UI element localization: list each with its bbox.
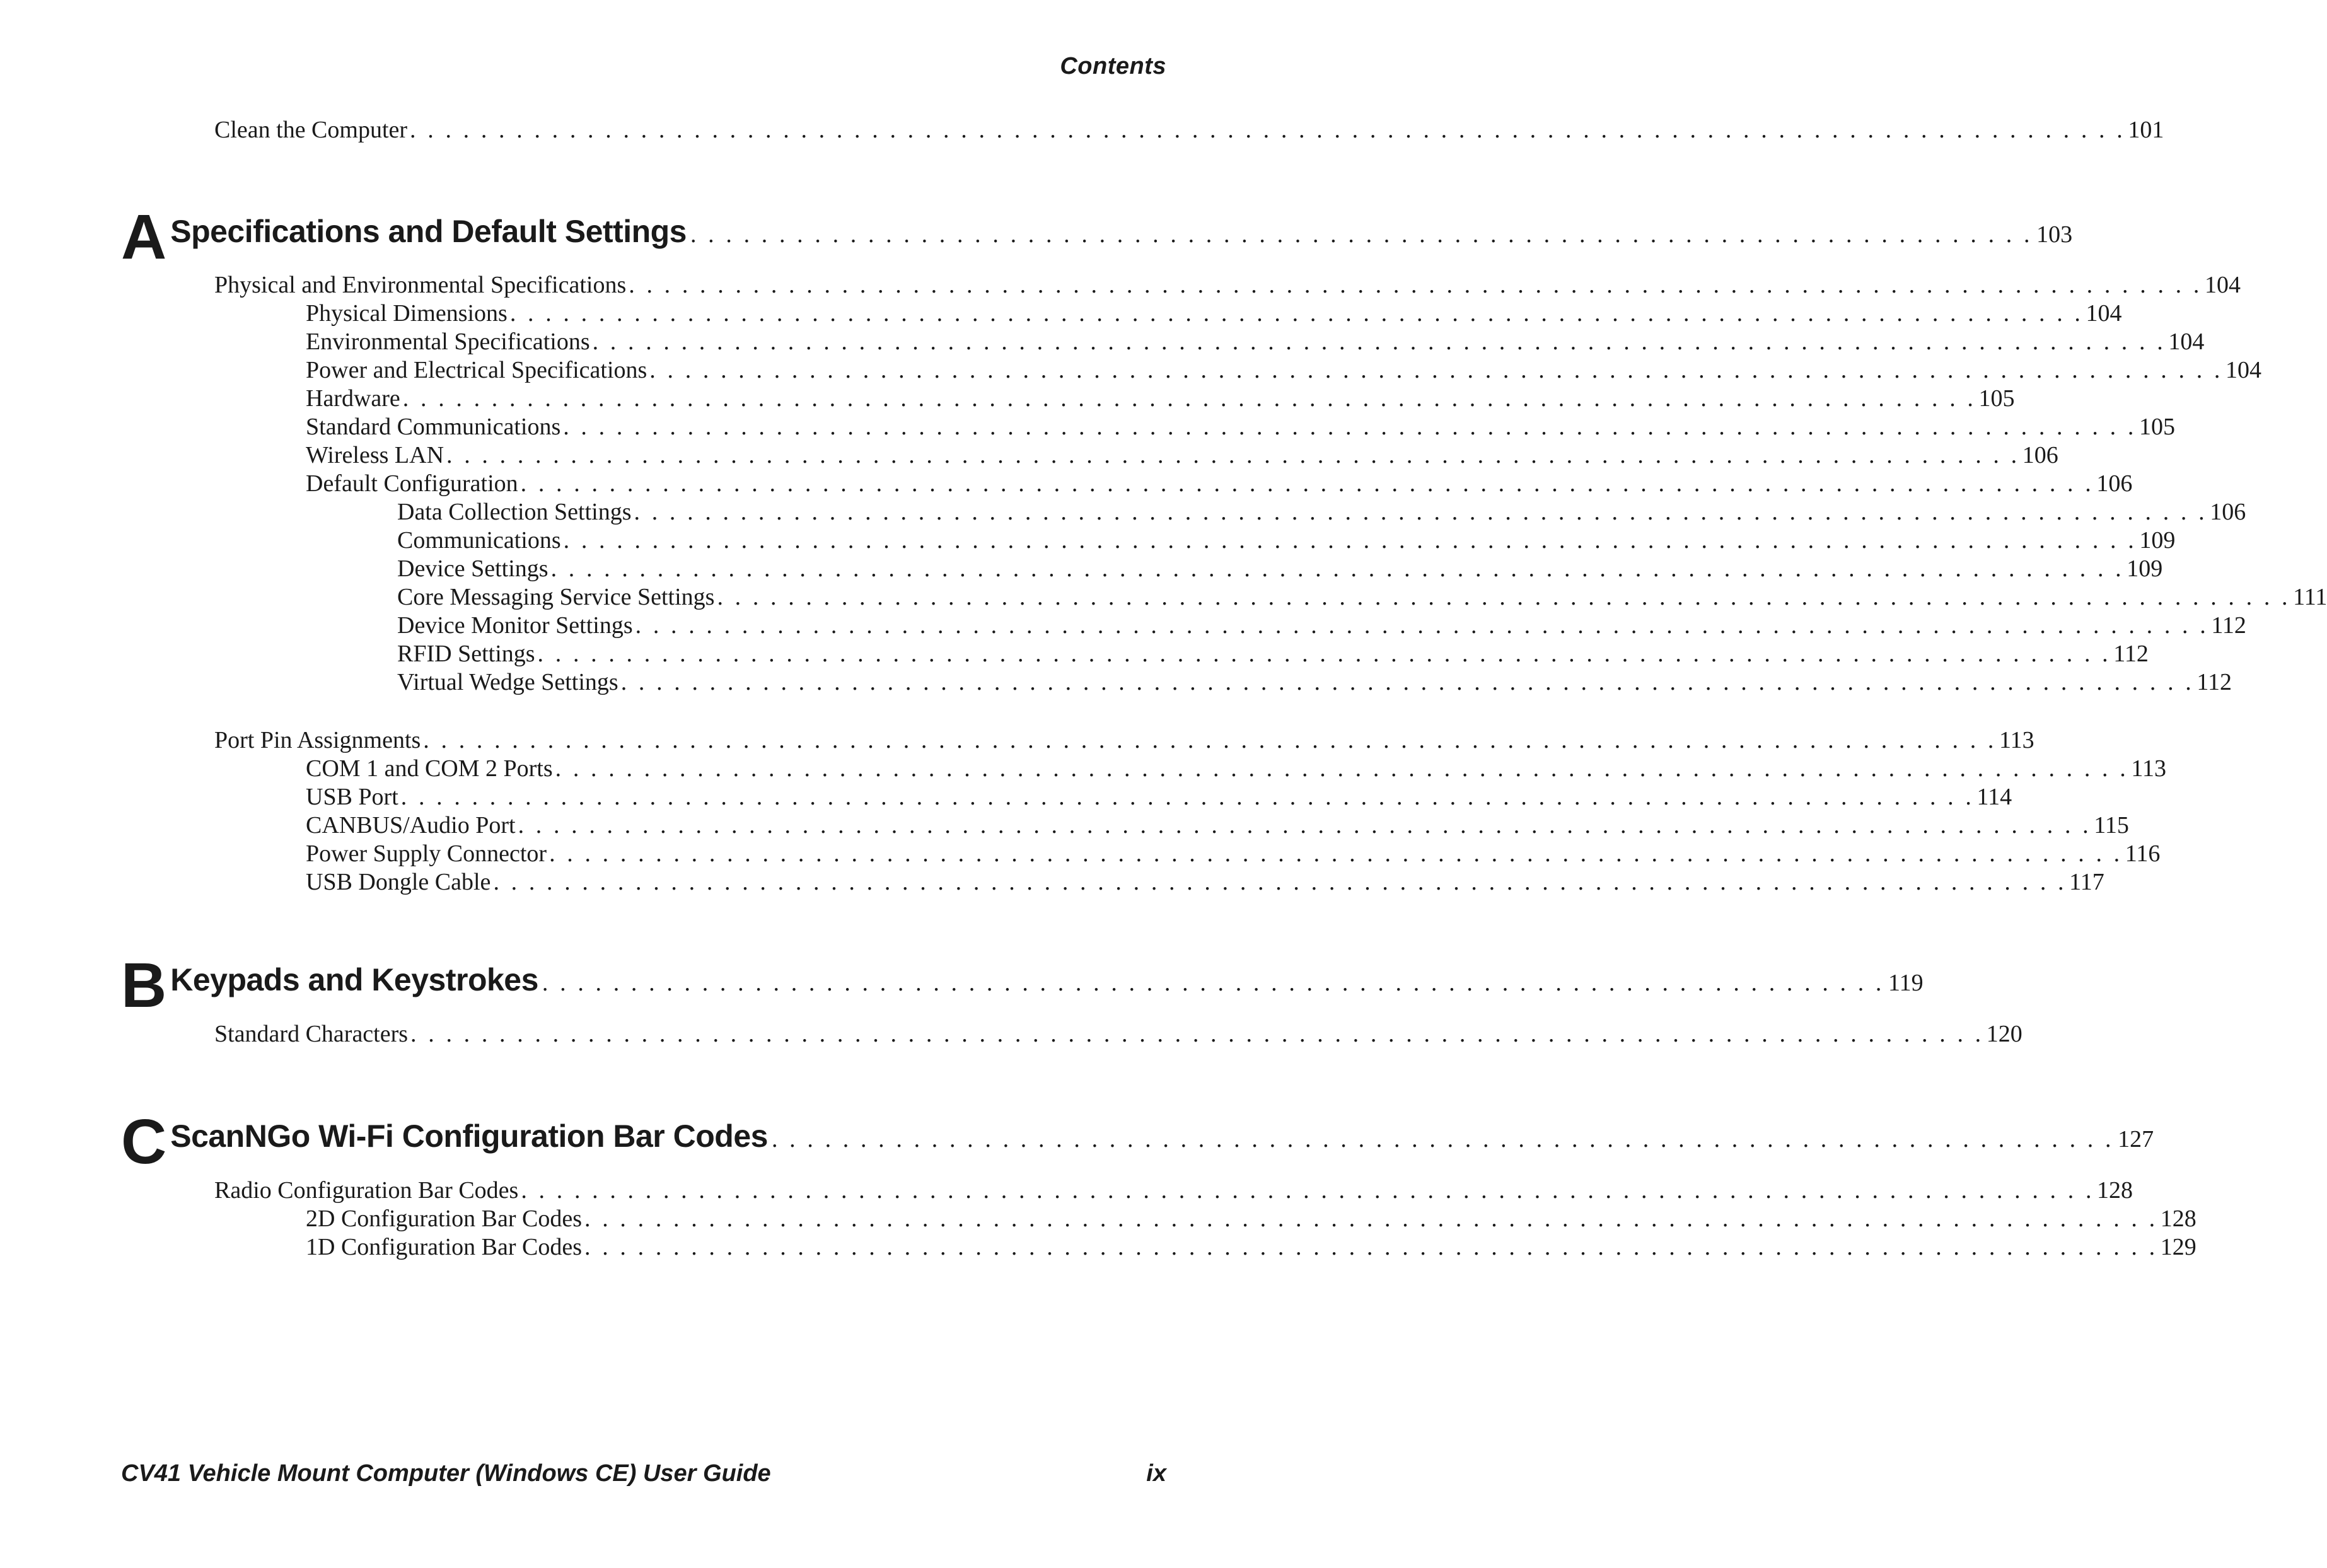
toc-entry[interactable] [306,328,2205,356]
toc-entry[interactable] [214,1176,2133,1204]
toc-entry-label: Default Configuration [306,470,518,497]
toc-entry-page: 112 [2211,612,2246,639]
dot-leader: . . . . . . . . . . . . . . . . . . . . . . . . . . . . . . . . . . . . . . . . . . . . . . . . . . . . . . . . . . . . . . . . . . . . . . . . . . . . . . . . . . . . . . . . . [537,641,2111,667]
toc-entry-page: 116 [2125,840,2161,867]
toc-entry[interactable] [306,385,2015,412]
toc-entry[interactable] [214,1020,2022,1048]
toc-entry[interactable] [214,726,2034,754]
toc-entry-page: 104 [2204,272,2241,298]
toc-entry[interactable] [397,612,2246,639]
dot-leader: . . . . . . . . . . . . . . . . . . . . . . . . . . . . . . . . . . . . . . . . . . . . . . . . . . . . . . . . . . . . . . . . . . . . . . . . . . . . . . . . . . . . . . . . . [402,385,1976,412]
toc-entry-label: Port Pin Assignments [214,727,421,753]
toc-entry-page: 106 [2096,470,2133,497]
toc-entry-label: Clean the Computer [214,117,408,143]
dot-leader: . . . . . . . . . . . . . . . . . . . . . . . . . . . . . . . . . . . . . . . . . . . . . . . . . . . . . . . . . . . . . . . . . . . . . . . . . . . . . . . . . . . . . . . . . [549,840,2123,867]
dot-leader: . . . . . . . . . . . . . . . . . . . . . . . . . . . . . . . . . . . . . . . . . . . . . . . . . . . . . . . . . . . . . . . . . . . . . . . . . . . . . . . . . . . . . . . . . [717,584,2291,610]
toc-entry[interactable] [306,868,2104,896]
toc-entry-label: Virtual Wedge Settings [397,669,618,695]
toc-entry[interactable] [306,441,2058,469]
toc-entry-label: COM 1 and COM 2 Ports [306,755,553,782]
toc-entry[interactable] [306,299,2122,327]
toc-entry-page: 115 [2094,812,2129,839]
appendix-c-heading[interactable] [121,1094,2154,1177]
toc-entry-label: CANBUS/Audio Port [306,812,516,839]
toc-entry-label: Standard Characters [214,1021,409,1047]
toc-entry-page: 105 [2138,414,2175,440]
dot-leader: . . . . . . . . . . . . . . . . . . . . . . . . . . . . . . . . . . . . . . . . . . . . . . . . . . . . . . . . . . . . . . . . . . . . . . . . . . . . . . . . . . . . . . . . . [649,357,2223,383]
toc-entry-label: 1D Configuration Bar Codes [306,1234,583,1260]
toc-entry-page: 109 [2127,555,2163,582]
footer-page-number: ix [1146,1460,1166,1487]
dot-leader: . . . . . . . . . . . . . . . . . . . . . . . . . . . . . . . . . . . . . . . . . . . . . . . . . . . . . . . . . . . . . . . . . . . . . . . . . . . . . . . . . . . . . . . . . [634,499,2208,525]
toc-entry-page: 128 [2097,1177,2133,1204]
dot-leader: . . . . . . . . . . . . . . . . . . . . . . . . . . . . . . . . . . . . . . . . . . . . . . . . . . . . . . . . . . . . . . . . . . . . . . . . . . . . . . . . . . . . . . . . . [592,328,2166,355]
toc-entry-label: Power Supply Connector [306,840,547,867]
dot-leader: . . . . . . . . . . . . . . . . . . . . . . . . . . . . . . . . . . . . . . . . . . . . . . . . . . . . . . . . . . . . . . . . . . . . . . . . . . . . . . . . . . . . . . . . . [446,442,2020,468]
dot-leader: . . . . . . . . . . . . . . . . . . . . . . . . . . . . . . . . . . . . . . . . . . . . . . . . . . . . . . . . . . . . . . . . . . . . . . . . . . . . . . . . . . . . . . . . . [520,470,2094,497]
dot-leader: . . . . . . . . . . . . . . . . . . . . . . . . . . . . . . . . . . . . . . . . . . . . . . . . . . . . . . . . . . . . . . . . . . . . . . . . . . . . . . . . . . . . . . . . . [563,527,2137,554]
dot-leader: . . . . . . . . . . . . . . . . . . . . . . . . . . . . . . . . . . . . . . . . . . . . . . . . . . . . . . . . . . . . . . . . . . . . . . . . . . . . . . . . . . . . . . . . . [400,784,1975,810]
toc-entry[interactable] [397,640,2149,668]
footer-guide-title: CV41 Vehicle Mount Computer (Windows CE) User Guide [121,1460,771,1487]
toc-entry-label: Power and Electrical Specifications [306,357,647,383]
toc-entry-page: 104 [2168,328,2205,355]
dot-leader: . . . . . . . . . . . . . . . . . . . . . . . . . . . . . . . . . . . . . . . . . . . . . . . . . . . . . . . . . . . . . . . . . . . . . . . . . . . . . . . . . . . . . . . . . [635,612,2209,639]
toc-entry[interactable] [397,498,2246,526]
toc-entry[interactable] [306,783,2012,811]
dot-leader: . . . . . . . . . . . . . . . . . . . . . . . . . . . . . . . . . . . . . . . . . . . . . . . . . . . . . . . . . . . . . . . . . . . . . . . . . . . . . . . . . . . . . . . . . [550,555,2125,582]
appendix-b-heading[interactable] [121,938,1924,1021]
toc-entry-page: 117 [2069,869,2104,895]
toc-entry-label: Hardware [306,385,400,412]
toc-entry-label: Wireless LAN [306,442,444,468]
appendix-letter: C [121,1106,166,1177]
dot-leader: . . . . . . . . . . . . . . . . . . . . . . . . . . . . . . . . . . . . . . . . . . . . . . . . . . . . . . . . . . . . . . . . . . . . . . . . . . . . . . . . . . . . . . . . . [509,300,2084,327]
toc-entry[interactable] [214,116,2164,144]
appendix-letter: A [121,202,166,272]
toc-entry[interactable] [306,1205,2196,1233]
toc-entry-label: Device Monitor Settings [397,612,633,639]
toc-entry-page: 111 [2293,584,2327,610]
dot-leader: . . . . . . . . . . . . . . . . . . . . . . . . . . . . . . . . . . . . . . . . . . . . . . . . . . . . . . . . . . . . . . . . . . . . . . . . . . . . . . . . . . . . . . . . . [410,1021,1984,1047]
toc-entry[interactable] [306,356,2261,384]
toc-entry-label: Physical Dimensions [306,300,508,327]
dot-leader: . . . . . . . . . . . . . . . . . . . . . . . . . . . . . . . . . . . . . . . . . . . . . . . . . . . . . . . . . . . . . . . . . . . . . . . . . . . . . . . . . . . . . . . . . [563,414,2137,440]
toc-entry-page: 129 [2160,1234,2196,1260]
toc-entry[interactable] [397,668,2232,696]
dot-leader: . . . . . . . . . . . . . . . . . . . . . . . . . . . . . . . . . . . . . . . . . . . . . . . . . . . . . . . . . . . . . . . . . . . . . . . . . . . . . . . . . . . . . . . . . [518,812,2092,839]
toc-entry-label: USB Port [306,784,398,810]
toc-entry-page: 112 [2196,669,2232,695]
dot-leader: . . . . . . . . . . . . . . . . . . . . . . . . . . . . . . . . . . . . . . . . . . . . . . . . . . . . . . . . . . . . . . . . . . . . . . . . . . . . . . . . . . . . . . . . . [521,1177,2095,1204]
toc-entry-page: 105 [1978,385,2015,412]
appendix-title: Specifications and Default Settings [170,214,687,249]
toc-entry[interactable] [306,755,2166,782]
dot-leader: . . . . . . . . . . . . . . . . . . . . . . . . . . . . . . . . . . . . . . . . . . . . . . . . . . . . . . . . . . . . . . . . . . . . . . . . . . . . . . . . . . . . . . . . . [555,755,2129,782]
toc-entry-page: 128 [2160,1205,2196,1232]
toc-entry-label: RFID Settings [397,641,535,667]
dot-leader: . . . . . . . . . . . . . . . . . . . . . . . . . . . . . . . . . . . . . . . . . . . . . . . . . . . . . . . . . . . . . . . . . . . . . . . . . . . . [690,221,2033,248]
appendix-page: 119 [1888,970,1924,996]
toc-entry[interactable] [306,1233,2196,1261]
toc-entry[interactable] [397,555,2163,583]
toc-entry[interactable] [214,271,2241,299]
toc-entry[interactable] [306,840,2161,868]
toc-entry-label: Device Settings [397,555,548,582]
toc-entry-label: Radio Configuration Bar Codes [214,1177,519,1204]
toc-entry[interactable] [397,583,2327,611]
appendix-a-heading[interactable] [121,189,2073,272]
toc-entry-page: 109 [2139,527,2176,554]
toc-entry-label: Communications [397,527,561,554]
toc-entry-label: Environmental Specifications [306,328,590,355]
dot-leader: . . . . . . . . . . . . . . . . . . . . . . . . . . . . . . . . . . . . . . . . . . . . . . . . . . . . . . . . . . . . . . . . . . . . . . . . . . . . . . . . . . . . . . . . . [620,669,2195,695]
toc-entry-page: 113 [2131,755,2166,782]
dot-leader: . . . . . . . . . . . . . . . . . . . . . . . . . . . . . . . . . . . . . . . . . . . . . . . . . . . . . . . . . . . . . . . . . . . . . . . . . . . . . . . . . . . . . . . . . [423,727,1997,753]
toc-entry-page: 106 [2210,499,2246,525]
toc-entry-page: 112 [2113,641,2149,667]
dot-leader: . . . . . . . . . . . . . . . . . . . . . . . . . . . . . . . . . . . . . . . . . . . . . . . . . . . . . . . . . . . . . . . . . . . . . . . . . . . . [771,1126,2115,1153]
toc-entry-label: Physical and Environmental Specifications [214,272,627,298]
toc-entry-page: 104 [2086,300,2122,327]
toc-entry-page: 101 [2128,117,2164,143]
appendix-title: ScanNGo Wi-Fi Configuration Bar Codes [170,1118,768,1154]
dot-leader: . . . . . . . . . . . . . . . . . . . . . . . . . . . . . . . . . . . . . . . . . . . . . . . . . . . . . . . . . . . . . . . . . . . . . . . . . . . . . . . . . . . . . . . . . [584,1205,2158,1232]
toc-entry[interactable] [306,811,2129,839]
toc-entry-label: Standard Communications [306,414,561,440]
appendix-title: Keypads and Keystrokes [170,962,538,997]
toc-entry-page: 106 [2022,442,2058,468]
appendix-page: 127 [2118,1126,2154,1153]
toc-entry[interactable] [397,526,2176,554]
toc-entry-label: 2D Configuration Bar Codes [306,1205,583,1232]
dot-leader: . . . . . . . . . . . . . . . . . . . . . . . . . . . . . . . . . . . . . . . . . . . . . . . . . . . . . . . . . . . . . . . . . . . . . . . . . . . . . . . . . . . . . . . . . [584,1234,2158,1260]
toc-entry-page: 120 [1986,1021,2022,1047]
dot-leader: . . . . . . . . . . . . . . . . . . . . . . . . . . . . . . . . . . . . . . . . . . . . . . . . . . . . . . . . . . . . . . . . . . . . . . . . . . . . [542,970,1885,996]
toc-entry-page: 104 [2225,357,2261,383]
toc-entry-label: USB Dongle Cable [306,869,491,895]
toc-entry-label: Core Messaging Service Settings [397,584,715,610]
toc-entry[interactable] [306,470,2133,497]
toc-entry-page: 113 [1999,727,2034,753]
dot-leader: . . . . . . . . . . . . . . . . . . . . . . . . . . . . . . . . . . . . . . . . . . . . . . . . . . . . . . . . . . . . . . . . . . . . . . . . . . . . . . . . . . . . . . . . . . . . . . . . . [410,117,2126,143]
toc-entry-label: Data Collection Settings [397,499,632,525]
toc-entry[interactable] [306,413,2175,441]
dot-leader: . . . . . . . . . . . . . . . . . . . . . . . . . . . . . . . . . . . . . . . . . . . . . . . . . . . . . . . . . . . . . . . . . . . . . . . . . . . . . . . . . . . . . . . . . [493,869,2067,895]
appendix-page: 103 [2036,221,2073,248]
appendix-letter: B [121,950,166,1021]
toc-entry-page: 114 [1976,784,2012,810]
dot-leader: . . . . . . . . . . . . . . . . . . . . . . . . . . . . . . . . . . . . . . . . . . . . . . . . . . . . . . . . . . . . . . . . . . . . . . . . . . . . . . . . . . . . . . . . . [629,272,2202,298]
running-head: Contents [1060,53,1166,79]
